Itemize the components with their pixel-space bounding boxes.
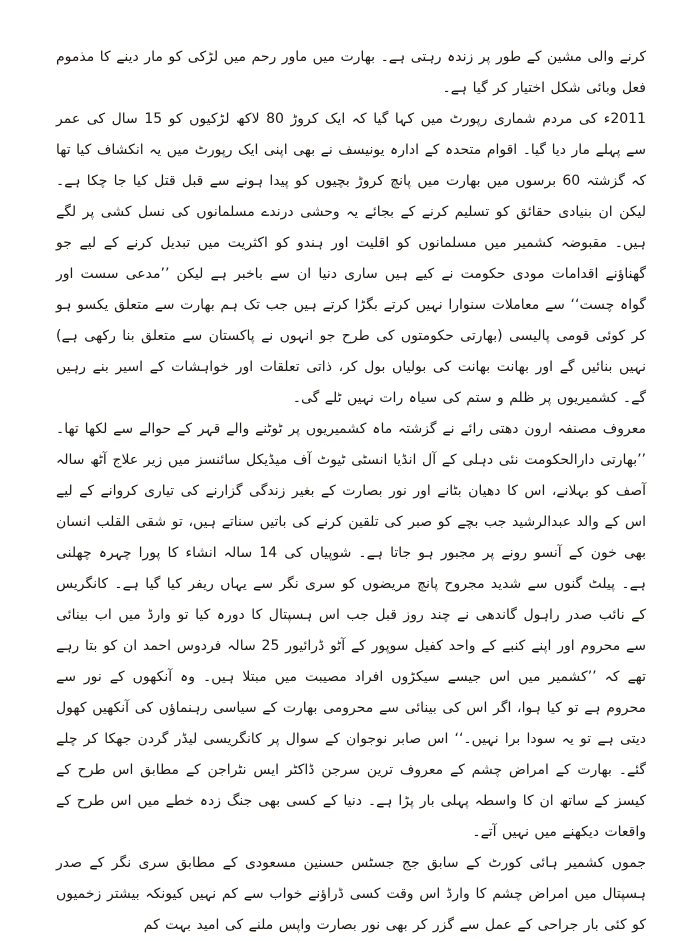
- paragraph-continuation: کرنے والی مشین کے طور پر زندہ رہتی ہے۔ بھارت میں ماور رحم میں لڑکی کو مار دینے کا مذموم فعل وبائی شکل اختیار کر گیا ہے۔: [56, 49, 646, 96]
- paragraph-census-report: 2011ء کی مردم شماری رپورٹ میں کہا گیا کہ ایک کروڑ 80 لاکھ لڑکیوں کو 15 سال کی عمر سے پہلے مار دیا گیا۔ اقوام متحدہ کے ادارہ یونیسف نے بھی اپنی ایک رپورٹ میں یہ انکشاف کیا تھا کہ گزشتہ 60 برسوں میں بھارت میں پانچ کروڑ بچیوں کو پیدا ہونے سے قبل قتل کیا جا چکا ہے۔ لیکن ان بنیادی حقائق کو تسلیم کرنے کے بجائے یہ وحشی درندے مسلمانوں کی نسل کشی پر لگے ہیں۔ مقبوضہ کشمیر میں مسلمانوں کو اقلیت اور ہندو کو اکثریت میں تبدیل کرنے کے لیے جو گھناؤنے اقدامات مودی حکومت نے کیے ہیں ساری دنیا ان سے باخبر ہے لیکن ’’مدعی سست اور گواہ چست‘‘ سے معاملات سنوارا نہیں کرتے بگڑا کرتے ہیں جب تک ہم بھارت سے متعلق یکسو ہو کر کوئی قومی پالیسی (بھارتی حکومتوں کی طرح جو انہوں نے پاکستان سے متعلق بنا رکھی ہے) نہیں بنائیں گے اور بھانت بھانت کی بولیاں بول کر، ذاتی تعلقات اور خواہشات کے اسیر بنے رہیں گے۔ کشمیریوں پر ظلم و ستم کی سیاہ رات نہیں ٹلے گی۔: [56, 111, 646, 406]
- article-body: [56, 42, 646, 941]
- paragraph-justice-masoodi: جموں کشمیر ہائی کورٹ کے سابق جج جسٹس حسنین مسعودی کے مطابق سری نگر کے صدر ہسپتال میں امراض چشم کا وارڈ اس وقت کسی ڈراؤنے خواب سے کم نہیں کیونکہ بیشتر زخمیوں کو کئی بار جراحی کے عمل سے گزر کر بھی نور بصارت واپس ملنے کی امید بہت کم: [56, 855, 646, 933]
- paragraph-arundhati-roy: معروف مصنفہ ارون دھتی رائے نے گزشتہ ماہ کشمیریوں پر ٹوٹنے والے قہر کے حوالے سے لکھا تھا۔ ’’بھارتی دارالحکومت نئی دہلی کے آل انڈیا انسٹی ٹیوٹ آف میڈیکل سائنسز میں زیر علاج آٹھ سالہ آصف کو بہلانے، اس کا دھیان بٹانے اور نور بصارت کے بغیر زندگی گزارنے کی تیاری کروانے کے لیے اس کے والد عبدالرشید جب بچے کو صبر کی تلقین کرنے کی باتیں سناتے ہیں، تو شقی القلب انسان بھی خون کے آنسو رونے پر مجبور ہو جاتا ہے۔ شوپیاں کی 14 سالہ انشاء کا پورا چہرہ چھلنی ہے۔ پیلٹ گنوں سے شدید مجروح پانچ مریضوں کو سری نگر سے یہاں ریفر کیا گیا ہے۔ کانگریس کے نائب صدر راہول گاندھی نے چند روز قبل جب اس ہسپتال کا دورہ کیا تو وارڈ میں اب بینائی سے محروم اور اپنے کنبے کے واحد کفیل سوپور کے آٹو ڈرائیور 25 سالہ فردوس احمد ان کو بتا رہے تھے کہ ’’کشمیر میں اس جیسے سیکڑوں افراد مصیبت میں مبتلا ہیں۔ وہ آنکھوں کے نور سے محروم ہے تو کیا ہوا، اگر اس کی بینائی سے محرومی بھارت کے سیاسی رہنماؤں کی آنکھیں کھول دیتی ہے تو یہ سودا برا نہیں۔‘‘ اس صابر نوجوان کے سوال پر کانگریسی لیڈر گردن جھکا کر چلے گئے۔ بھارت کے امراض چشم کے معروف ترین سرجن ڈاکٹر ایس نٹراجن کے مطابق اس طرح کے کیسز کے ساتھ ان کا واسطہ پہلی بار پڑا ہے۔ دنیا کے کسی بھی جنگ زدہ خطے میں اس طرح کے واقعات دیکھنے میں نہیں آتے۔: [56, 421, 647, 840]
